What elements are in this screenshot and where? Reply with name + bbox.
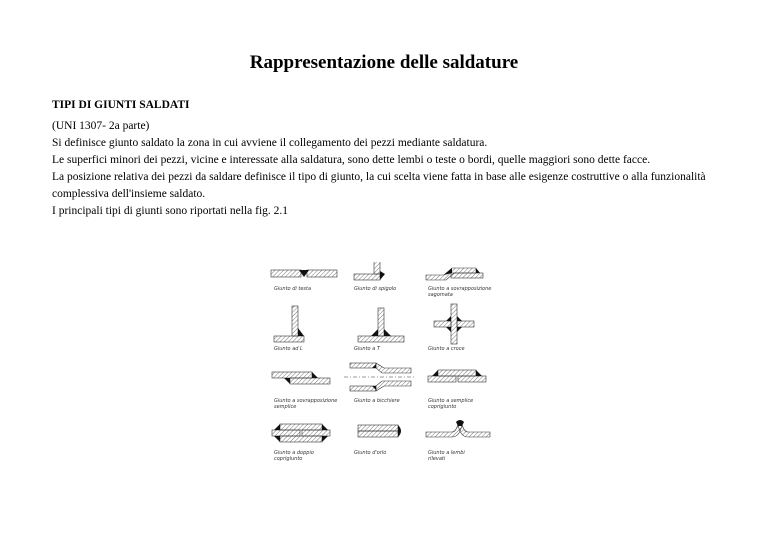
paragraph-position-cont: complessiva dell'insieme saldato. — [52, 188, 206, 200]
double-strap-joint-drawing — [272, 424, 330, 442]
caption-double-strap-joint: Giunto a doppio — [274, 450, 314, 456]
butt-joint-drawing — [271, 270, 337, 277]
caption-raised-edge-joint-line2: rilevati — [428, 456, 446, 462]
paragraph-standard-ref: (UNI 1307- 2a parte) — [52, 120, 150, 132]
caption-socket-joint: Giunto a bicchiere — [354, 398, 400, 404]
paragraph-definition: Si definisce giunto saldato la zona in cui avviene il collegamento dei pezzi mediante saldatura. — [52, 137, 488, 149]
caption-double-strap-joint-line2: coprigiunto — [274, 456, 303, 462]
simple-lap-joint-drawing — [272, 372, 330, 384]
raised-edge-joint-drawing — [426, 420, 490, 437]
caption-simple-lap-joint: Giunto a sovrapposizione — [274, 398, 338, 404]
corner-joint-drawing — [354, 262, 385, 280]
page-title: Rappresentazione delle saldature — [249, 52, 519, 73]
caption-single-strap-joint: Giunto a semplice — [428, 398, 474, 404]
paragraph-position: La posizione relativa dei pezzi da saldare definisce il tipo di giunto, la cui scelta viene fatta in base alle esigenze costruttive o alla funzionalità — [52, 171, 706, 183]
t-joint-drawing — [358, 308, 404, 342]
cross-joint-drawing — [434, 304, 474, 344]
paragraph-surfaces: Le superfici minori dei pezzi, vicine e interessate alla saldatura, sono dette lembi o teste o bordi, quelle maggiori sono dette facce. — [52, 154, 651, 166]
caption-edge-joint: Giunto d'orlo — [354, 450, 387, 456]
l-joint-drawing — [274, 306, 304, 342]
edge-joint-drawing — [358, 425, 401, 437]
paragraph-figure-ref: I principali tipi di giunti sono riportati nella fig. 2.1 — [52, 205, 289, 217]
caption-raised-edge-joint: Giunto a lembi — [428, 450, 465, 456]
single-strap-joint-drawing — [428, 370, 486, 382]
caption-corner-joint: Giunto di spigolo — [354, 286, 397, 292]
caption-butt-joint: Giunto di testa — [274, 286, 312, 292]
caption-shaped-lap-joint-line2: sagomata — [428, 292, 453, 298]
caption-shaped-lap-joint: Giunto a sovrapposizione — [428, 286, 492, 292]
caption-simple-lap-joint-line2: semplice — [274, 404, 297, 410]
shaped-lap-joint-drawing — [426, 268, 483, 280]
caption-single-strap-joint-line2: coprigiunto — [428, 404, 457, 410]
caption-l-joint: Giunto ad L — [274, 346, 303, 352]
socket-joint-drawing — [344, 363, 414, 391]
weld-joint-types-figure — [266, 262, 510, 468]
caption-cross-joint: Giunto a croce — [428, 346, 465, 352]
caption-t-joint: Giunto a T — [354, 346, 380, 352]
section-heading: TIPI DI GIUNTI SALDATI — [52, 99, 190, 111]
